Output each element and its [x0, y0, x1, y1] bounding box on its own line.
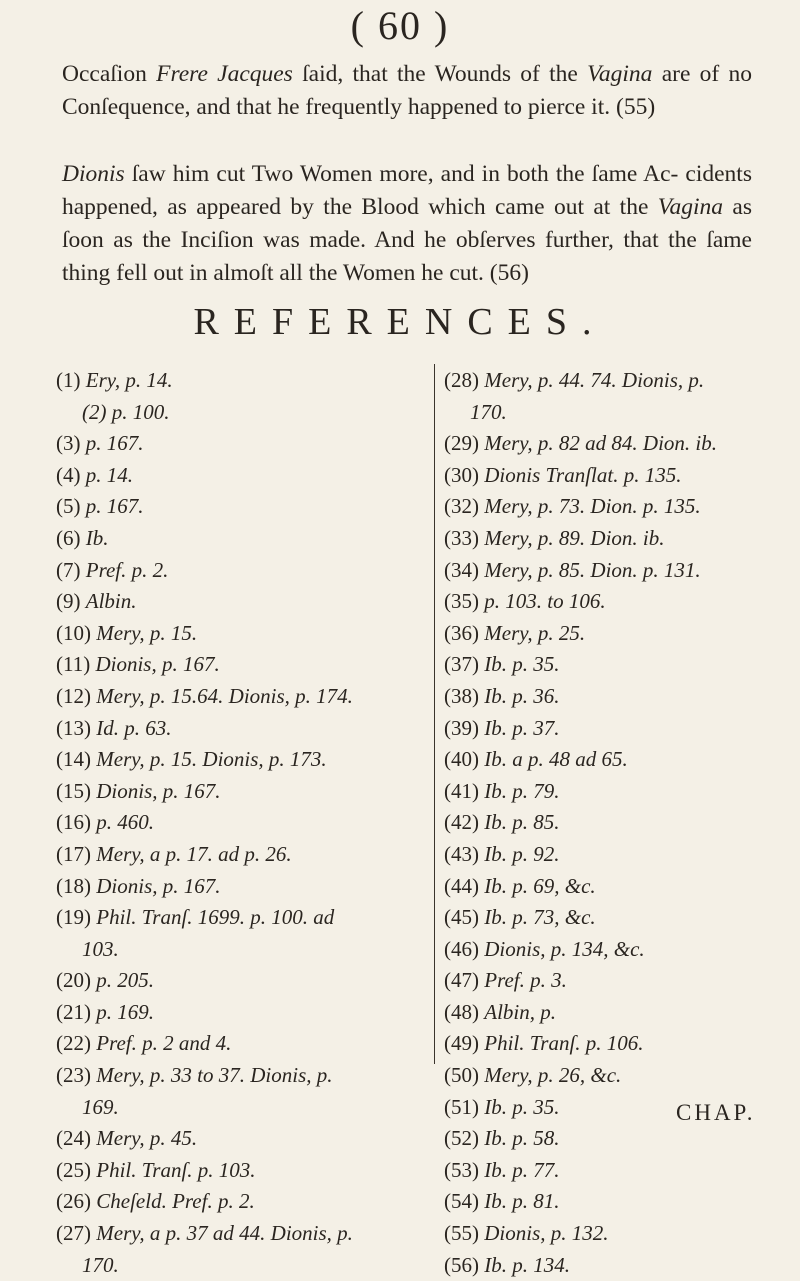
reference-text: p. 103. to 106.: [484, 589, 606, 614]
reference-number: (52): [444, 1126, 485, 1151]
reference-entry: [444, 618, 774, 650]
reference-text: p. 169.: [96, 999, 154, 1024]
reference-number: (18): [56, 873, 97, 898]
reference-number: (32): [444, 494, 485, 519]
reference-text: Ib. p. 35.: [484, 1094, 560, 1119]
reference-number: (21): [56, 999, 97, 1024]
reference-number: (17): [56, 841, 97, 866]
reference-entry: [444, 1155, 774, 1187]
reference-text: Mery, p. 33 to 37. Dionis, p.: [96, 1063, 333, 1088]
reference-entry: [56, 1155, 434, 1187]
paragraph-segment: Vagina: [657, 194, 724, 220]
reference-text: 169.: [82, 1094, 119, 1119]
reference-number: (20): [56, 968, 97, 993]
reference-number: (44): [444, 873, 485, 898]
reference-text: Cheſeld. Pref. p. 2.: [96, 1189, 255, 1214]
reference-text: 170.: [470, 399, 507, 424]
reference-text: Dionis, p. 167.: [95, 652, 220, 677]
reference-number: (22): [56, 1031, 97, 1056]
reference-text: Albin, p.: [484, 999, 556, 1024]
paragraph-segment: ſaw him cut Two Women more, and in both the ſame Ac- cidents happened, as appeared by the Blood which came out at the: [62, 161, 752, 220]
paragraph-segment: ſaid, that the Wounds of the: [292, 61, 588, 87]
reference-entry: [56, 934, 434, 966]
reference-entry: [444, 839, 774, 871]
reference-number: (39): [444, 715, 485, 740]
reference-text: Dionis, p. 167.: [96, 873, 221, 898]
reference-number: (33): [444, 525, 485, 550]
reference-text: Mery, p. 45.: [96, 1126, 198, 1151]
reference-text: Mery, a p. 37 ad 44. Dionis, p.: [96, 1221, 353, 1246]
reference-text: Mery, p. 26, &c.: [484, 1063, 622, 1088]
reference-number: (50): [444, 1063, 485, 1088]
reference-number: (26): [56, 1189, 97, 1214]
reference-text: p. 167.: [85, 494, 144, 519]
reference-number: (1): [56, 368, 86, 392]
reference-number: (56): [444, 1252, 485, 1277]
reference-entry: [56, 397, 434, 429]
reference-number: (15): [56, 778, 97, 803]
paragraph-segment: Occaſion: [62, 61, 157, 87]
reference-entry: [444, 365, 774, 397]
reference-text: 103.: [82, 936, 119, 961]
reference-entry: [444, 1123, 774, 1155]
reference-entry: [444, 934, 774, 966]
reference-number: (27): [56, 1221, 97, 1246]
reference-entry: [56, 871, 434, 903]
reference-number: (28): [444, 368, 485, 392]
reference-text: Albin.: [85, 589, 137, 614]
reference-text: Ib. p. 37.: [484, 715, 560, 740]
reference-text: Mery, p. 89. Dion. ib.: [484, 525, 665, 550]
reference-number: (29): [444, 431, 485, 456]
reference-number: (38): [444, 683, 485, 708]
reference-text: Ib. p. 134.: [484, 1252, 570, 1277]
reference-text: (2) p. 100.: [82, 399, 170, 424]
references-left-column: [56, 365, 434, 1281]
catchword: CHAP.: [676, 1100, 756, 1125]
reference-text: p. 460.: [96, 810, 154, 835]
reference-text: Ib. p. 73, &c.: [484, 905, 596, 930]
reference-number: (51): [444, 1094, 485, 1119]
reference-entry: [444, 428, 774, 460]
reference-entry: [56, 555, 434, 587]
reference-entry: [56, 523, 434, 555]
reference-number: (13): [56, 715, 97, 740]
reference-entry: [444, 523, 774, 555]
reference-entry: [56, 649, 434, 681]
reference-entry: [56, 713, 434, 745]
reference-number: (47): [444, 968, 485, 993]
reference-number: (25): [56, 1157, 97, 1182]
reference-number: (6): [56, 525, 86, 550]
reference-number: (49): [444, 1031, 485, 1056]
reference-number: (14): [56, 747, 97, 772]
reference-text: Ib. p. 85.: [484, 810, 560, 835]
reference-text: Mery, p. 15. Dionis, p. 173.: [96, 747, 327, 772]
reference-entry: [444, 649, 774, 681]
references-heading: REFERENCES.: [193, 301, 607, 343]
reference-text: Mery, p. 44. 74. Dionis, p.: [484, 368, 705, 392]
reference-text: Pref. p. 2.: [85, 557, 169, 582]
reference-text: p. 205.: [96, 968, 154, 993]
reference-text: Mery, p. 25.: [484, 620, 586, 645]
reference-entry: [56, 807, 434, 839]
reference-text: Dionis, p. 167.: [96, 778, 221, 803]
reference-entry: [444, 460, 774, 492]
reference-text: Ib. p. 69, &c.: [484, 873, 596, 898]
reference-text: Mery, a p. 17. ad p. 26.: [96, 841, 292, 866]
reference-number: (30): [444, 462, 485, 487]
reference-number: (10): [56, 620, 97, 645]
reference-entry: [444, 871, 774, 903]
reference-entry: [56, 1092, 434, 1124]
reference-number: (24): [56, 1126, 97, 1151]
reference-entry: [444, 491, 774, 523]
reference-number: (9): [56, 589, 86, 614]
reference-entry: [56, 460, 434, 492]
reference-number: (4): [56, 462, 86, 487]
reference-entry: [56, 776, 434, 808]
reference-text: Mery, p. 73. Dion. p. 135.: [484, 494, 701, 519]
reference-entry: [56, 965, 434, 997]
reference-number: (19): [56, 905, 97, 930]
reference-text: Ib. p. 79.: [484, 778, 560, 803]
reference-text: Mery, p. 15.64. Dionis, p. 174.: [96, 683, 353, 708]
reference-number: (16): [56, 810, 97, 835]
reference-number: (40): [444, 747, 485, 772]
column-divider: [434, 364, 435, 1064]
references-right-column: [444, 365, 774, 1281]
reference-entry: [56, 365, 434, 397]
reference-text: Ib. p. 58.: [484, 1126, 560, 1151]
reference-number: (53): [444, 1157, 485, 1182]
reference-number: (36): [444, 620, 485, 645]
reference-entry: [444, 1186, 774, 1218]
reference-text: Dionis, p. 132.: [484, 1221, 609, 1246]
reference-entry: [56, 681, 434, 713]
reference-text: p. 14.: [85, 462, 133, 487]
reference-entry: [56, 586, 434, 618]
reference-entry: [444, 681, 774, 713]
reference-text: 170.: [82, 1252, 119, 1277]
reference-entry: [56, 839, 434, 871]
reference-entry: [444, 397, 774, 429]
reference-text: Ib. p. 81.: [484, 1189, 560, 1214]
reference-number: (34): [444, 557, 485, 582]
reference-entry: [444, 1250, 774, 1281]
reference-text: Phil. Tranſ. p. 103.: [96, 1157, 256, 1182]
paragraph-2: [62, 158, 752, 290]
reference-entry: [56, 491, 434, 523]
paragraph-segment: Vagina: [587, 61, 653, 87]
reference-text: Phil. Tranſ. p. 106.: [484, 1031, 644, 1056]
reference-entry: [444, 965, 774, 997]
reference-number: (48): [444, 999, 485, 1024]
reference-text: Pref. p. 3.: [484, 968, 567, 993]
reference-text: Ib. p. 36.: [484, 683, 560, 708]
paragraph-segment: are of no Conſequence, and that he frequently happened to pierce it. (55): [62, 61, 753, 120]
reference-number: (46): [444, 936, 485, 961]
paragraph-segment: Dionis: [62, 161, 125, 187]
reference-entry: [56, 1028, 434, 1060]
reference-number: (43): [444, 841, 485, 866]
reference-number: (37): [444, 652, 485, 677]
reference-text: p. 167.: [85, 431, 144, 456]
reference-entry: [56, 1218, 434, 1250]
reference-text: Ery, p. 14.: [85, 368, 173, 392]
reference-text: Phil. Tranſ. 1699. p. 100. ad: [96, 905, 335, 930]
reference-entry: [56, 1060, 434, 1092]
paragraph-segment: Frere Jacques: [156, 61, 293, 87]
reference-entry: [444, 744, 774, 776]
reference-text: Mery, p. 85. Dion. p. 131.: [484, 557, 701, 582]
reference-number: (3): [56, 431, 86, 456]
reference-entry: [444, 776, 774, 808]
reference-entry: [56, 1186, 434, 1218]
reference-text: Dionis Tranſlat. p. 135.: [484, 462, 682, 487]
reference-text: Ib.: [85, 525, 109, 550]
reference-text: Pref. p. 2 and 4.: [96, 1031, 232, 1056]
reference-entry: [444, 997, 774, 1029]
reference-number: (11): [56, 652, 96, 677]
reference-text: Ib. p. 35.: [484, 652, 560, 677]
reference-number: (42): [444, 810, 485, 835]
reference-number: (12): [56, 683, 97, 708]
reference-entry: [56, 1123, 434, 1155]
reference-entry: [444, 713, 774, 745]
reference-number: (54): [444, 1189, 485, 1214]
reference-entry: [444, 1028, 774, 1060]
reference-text: Ib. a p. 48 ad 65.: [484, 747, 628, 772]
reference-number: (23): [56, 1063, 97, 1088]
reference-number: (45): [444, 905, 485, 930]
reference-entry: [56, 744, 434, 776]
reference-number: (35): [444, 589, 485, 614]
reference-entry: [56, 902, 434, 934]
reference-number: (41): [444, 778, 485, 803]
reference-number: (55): [444, 1221, 485, 1246]
paragraph-segment: as ſoon as the Inciſion was made. And he obſerves further, that the ſame thing fell out in almoſt all the Women he cut. (56): [62, 194, 752, 286]
reference-entry: [56, 618, 434, 650]
reference-text: Mery, p. 82 ad 84. Dion. ib.: [484, 431, 717, 456]
reference-entry: [444, 555, 774, 587]
reference-text: Ib. p. 77.: [484, 1157, 560, 1182]
reference-number: (7): [56, 557, 86, 582]
reference-text: Ib. p. 92.: [484, 841, 560, 866]
reference-entry: [444, 1218, 774, 1250]
reference-entry: [444, 1060, 774, 1092]
reference-entry: [444, 902, 774, 934]
page-number: ( 60 ): [350, 3, 450, 48]
reference-number: (5): [56, 494, 86, 519]
reference-entry: [444, 586, 774, 618]
reference-entry: [444, 807, 774, 839]
reference-text: Dionis, p. 134, &c.: [484, 936, 645, 961]
reference-entry: [56, 428, 434, 460]
reference-text: Id. p. 63.: [96, 715, 172, 740]
reference-text: Mery, p. 15.: [96, 620, 198, 645]
reference-entry: [56, 997, 434, 1029]
paragraph-1: [62, 58, 752, 124]
reference-entry: [56, 1250, 434, 1281]
